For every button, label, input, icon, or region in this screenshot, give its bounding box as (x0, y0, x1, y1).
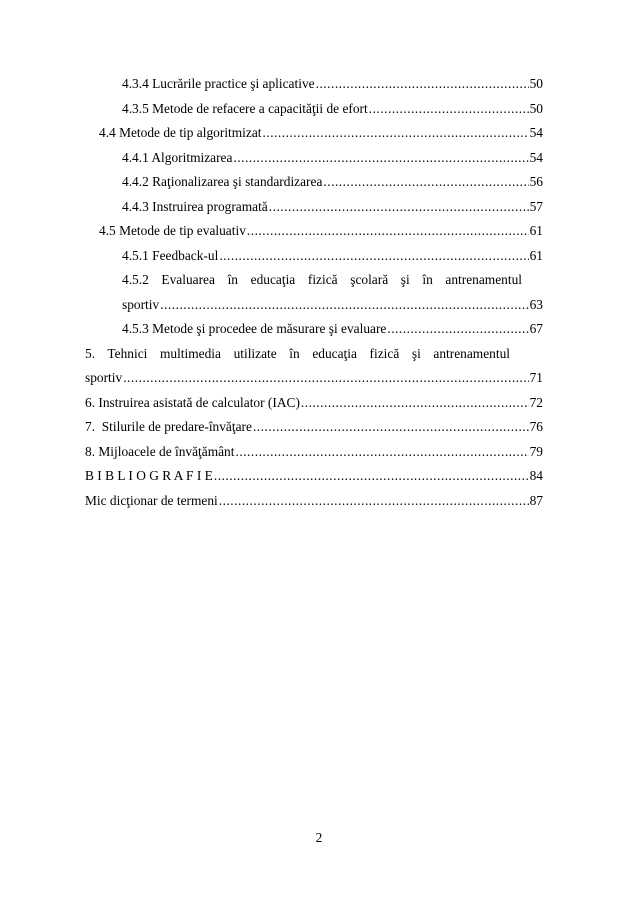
dot-leader (263, 121, 529, 146)
toc-entry[interactable] (85, 72, 543, 97)
dot-leader (369, 97, 529, 122)
toc-entry-page: 63 (529, 296, 543, 312)
toc-entry-title: 7. Stilurile de predare-învăţare (85, 419, 252, 434)
dot-leader (387, 317, 528, 342)
toc-entry-page: 79 (529, 443, 543, 459)
toc-entry[interactable] (85, 317, 543, 342)
toc-entry-page: 61 (529, 223, 543, 238)
dot-leader (253, 415, 529, 440)
toc-entry-wrap-line[interactable] (85, 342, 543, 367)
toc-entry[interactable] (85, 391, 543, 416)
toc-entry-page: 71 (529, 370, 543, 385)
dot-leader (160, 293, 528, 318)
toc-entry-page: 67 (529, 321, 543, 336)
toc-entry-title: 4.5.3 Metode şi procedee de măsurare şi evaluare (122, 321, 387, 336)
dot-leader (301, 391, 529, 416)
toc-entry-page: 87 (529, 492, 543, 508)
toc-entry[interactable] (85, 489, 543, 514)
toc-entry-title: 4.4 Metode de tip algoritmizat (99, 125, 262, 140)
dot-leader (235, 440, 528, 465)
toc-entry[interactable] (85, 121, 543, 146)
toc-entry-page: 72 (529, 394, 543, 410)
toc-entry-title: 8. Mijloacele de învăţământ (85, 443, 235, 459)
toc-entry-title: 4.5 Metode de tip evaluativ (99, 223, 246, 238)
toc-entry-page: 61 (529, 247, 543, 263)
toc-entry[interactable] (85, 415, 543, 440)
toc-entry-title: 4.3.5 Metode de refacere a capacităţii de efort (122, 100, 368, 116)
toc-entry[interactable] (85, 146, 543, 171)
toc-entry-title-line1: 4.5.2 Evaluarea în educaţia fizică şcolară şi în antrenamentul (122, 272, 522, 287)
toc-entry-title: 4.3.4 Lucrările practice şi aplicative (122, 76, 315, 91)
dot-leader (316, 72, 529, 97)
toc-entry-page: 56 (529, 174, 543, 189)
toc-entry-title: 4.4.1 Algoritmizarea (122, 149, 233, 165)
toc-entry-title-line2: sportiv (85, 370, 123, 385)
toc-entry[interactable] (85, 97, 543, 122)
toc-entry-page: 50 (529, 100, 543, 116)
toc-entry-page: 54 (529, 149, 543, 165)
table-of-contents (85, 72, 543, 513)
toc-entry-title: 6. Instruirea asistată de calculator (IAC) (85, 394, 300, 410)
toc-entry-title: B I B L I O G R A F I E (85, 468, 213, 483)
dot-leader (214, 464, 529, 489)
toc-entry[interactable] (85, 195, 543, 220)
toc-entry-page: 54 (529, 125, 543, 140)
toc-entry[interactable] (85, 366, 543, 391)
toc-entry-title: 4.4.3 Instruirea programată (122, 198, 268, 214)
toc-entry-page: 76 (529, 419, 543, 434)
dot-leader (247, 219, 529, 244)
toc-entry-title-line1: 5. Tehnici multimedia utilizate în educaţia fizică şi antrenamentul (85, 345, 510, 361)
toc-entry[interactable] (85, 464, 543, 489)
toc-entry[interactable] (85, 244, 543, 269)
dot-leader (233, 146, 528, 171)
dot-leader (269, 195, 529, 220)
dot-leader (219, 244, 528, 269)
dot-leader (123, 366, 528, 391)
toc-entry-title: 4.4.2 Raţionalizarea şi standardizarea (122, 174, 323, 189)
toc-entry-wrap-line[interactable] (85, 268, 543, 293)
toc-entry[interactable] (85, 219, 543, 244)
page-number: 2 (315, 830, 323, 845)
dot-leader (323, 170, 528, 195)
toc-entry-title: Mic dicţionar de termeni (85, 492, 218, 508)
toc-entry-page: 50 (529, 76, 543, 91)
toc-entry[interactable] (85, 170, 543, 195)
toc-entry-page: 57 (529, 198, 543, 214)
toc-entry[interactable] (85, 293, 543, 318)
toc-entry-page: 84 (529, 468, 543, 483)
dot-leader (219, 489, 529, 514)
toc-entry[interactable] (85, 440, 543, 465)
toc-entry-title-line2: sportiv (122, 296, 160, 312)
toc-entry-title: 4.5.1 Feedback-ul (122, 247, 219, 263)
